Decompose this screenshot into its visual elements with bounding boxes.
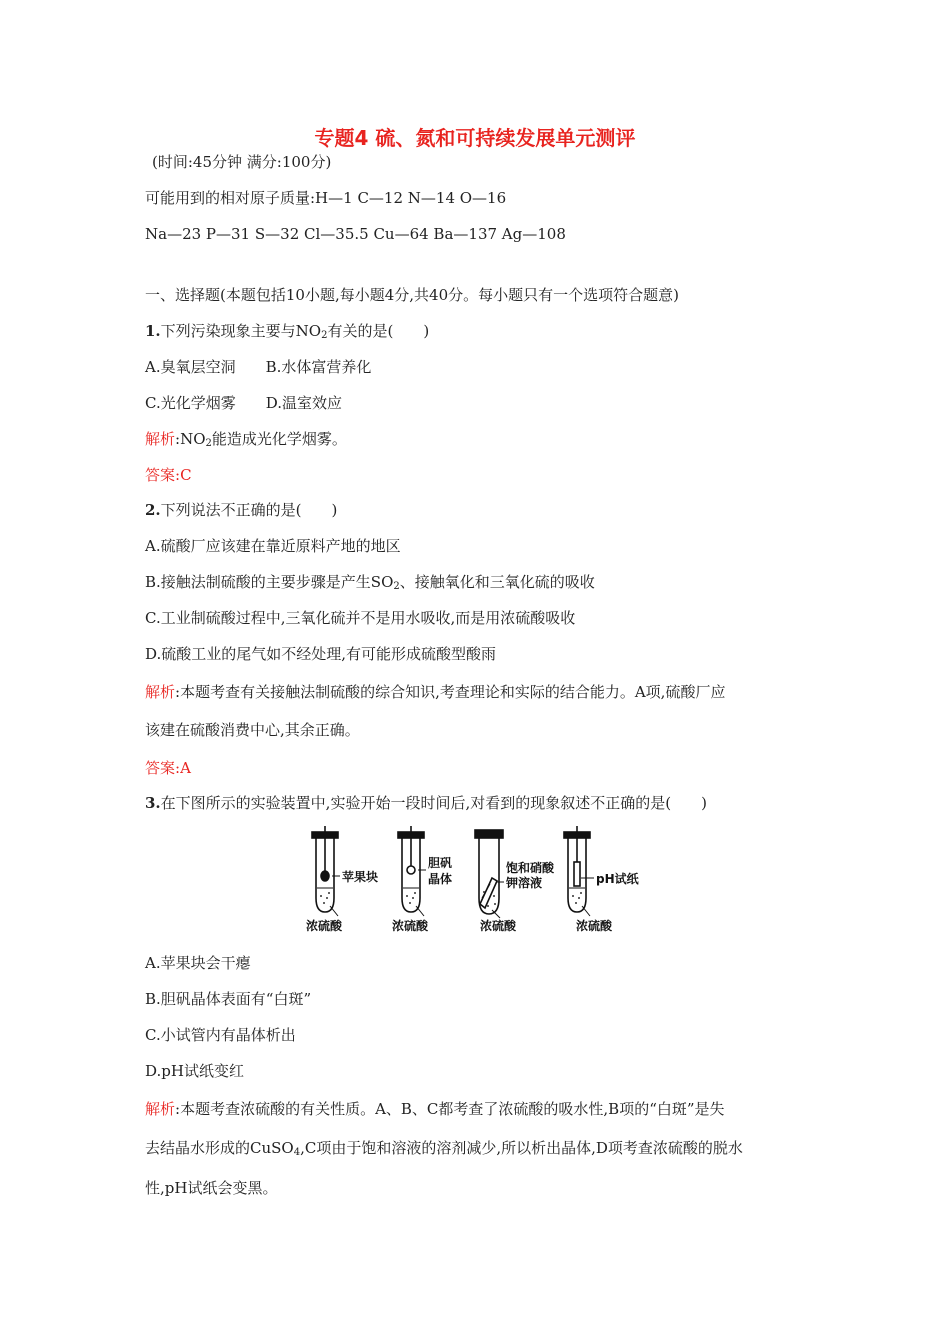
question-2-stem: 2.下列说法不正确的是( ): [145, 501, 338, 519]
question-1-stem: 1.下列污染现象主要与$NO_2$有关的是( ): [145, 322, 430, 341]
question-2-analysis-cont: 该建在硫酸消费中心,其余正确。: [145, 721, 360, 739]
page-title: 专题4 硫、氮和可持续发展单元测评: [314, 126, 636, 150]
tube-3-bottom-label: 浓硫酸: [480, 919, 517, 933]
test-tube-3: [475, 830, 504, 918]
experiment-apparatus-figure: [302, 826, 648, 934]
apparatus-diagram: [302, 826, 648, 934]
question-2-option-b: B.接触法制硫酸的主要步骤是产生$SO_2$、接触氧化和三氧化硫的吸收: [145, 573, 595, 592]
question-2-option-d: D.硫酸工业的尾气如不经处理,有可能形成硫酸型酸雨: [145, 645, 497, 663]
question-number: 1.: [145, 322, 161, 340]
atomic-mass-line-1: 可能用到的相对原子质量:H—1 C—12 N—14 O—16: [145, 189, 507, 207]
test-tube-1: [312, 826, 340, 916]
tube-1-label: 苹果块: [342, 870, 379, 884]
time-info: (时间:45分钟 满分:100分): [152, 153, 332, 171]
question-3-option-b: B.胆矾晶体表面有“白斑”: [145, 990, 312, 1008]
tube-4-label: pH试纸: [596, 872, 639, 886]
question-3-stem: 3.在下图所示的实验装置中,实验开始一段时间后,对看到的现象叙述不正确的是( ): [145, 794, 707, 812]
question-1-analysis: 解析$:NO_2$能造成光化学烟雾。: [145, 430, 347, 449]
question-2-option-c: C.工业制硫酸过程中,三氧化硫并不是用水吸收,而是用浓硫酸吸收: [145, 609, 576, 627]
tube-2-bottom-label: 浓硫酸: [392, 919, 429, 933]
answer-label: 答案: [145, 466, 176, 484]
question-2-option-a: A.硫酸厂应该建在靠近原料产地的地区: [145, 537, 401, 555]
atomic-mass-line-2: Na—23 P—31 S—32 Cl—35.5 Cu—64 Ba—137 Ag—108: [145, 225, 566, 243]
answer-label: 答案: [145, 759, 176, 777]
question-3-analysis-cont-2: 性,pH试纸会变黑。: [145, 1179, 278, 1197]
question-number: 3.: [145, 794, 161, 812]
question-3-analysis-cont-1: 去结晶水形成的CuSO$_4$,C项由于饱和溶液的溶剂减少,所以析出晶体,D项考查浓硫酸的脱水: [145, 1139, 743, 1158]
question-3-option-c: C.小试管内有晶体析出: [145, 1026, 296, 1044]
question-3-option-a: A.苹果块会干瘪: [145, 954, 251, 972]
question-3-option-d: D.pH试纸变红: [145, 1062, 244, 1080]
question-3-analysis: 解析:本题考查浓硫酸的有关性质。A、B、C都考查了浓硫酸的吸水性,B项的“白斑”是失: [145, 1100, 725, 1118]
question-1-options-row-2: C.光化学烟雾 D.温室效应: [145, 394, 342, 412]
question-1-options-row-1: A.臭氧层空洞 B.水体富营养化: [145, 358, 372, 376]
analysis-label: 解析: [145, 683, 176, 701]
analysis-label: 解析: [145, 430, 176, 448]
test-tube-4: [564, 826, 594, 916]
section-heading: 一、选择题(本题包括10小题,每小题4分,共40分。每小题只有一个选项符合题意): [145, 286, 679, 304]
tube-4-bottom-label: 浓硫酸: [576, 919, 613, 933]
tube-2-label-line-2: 晶体: [428, 872, 453, 886]
question-2-answer: 答案:A: [145, 759, 191, 777]
question-number: 2.: [145, 501, 161, 519]
tube-3-label-line-2: 钾溶液: [506, 876, 543, 890]
tube-3-label-line-1: 饱和硝酸: [506, 861, 555, 875]
tube-2-label-line-1: 胆矾: [428, 856, 453, 870]
question-2-analysis: 解析:本题考查有关接触法制硫酸的综合知识,考查理论和实际的结合能力。A项,硫酸厂应: [145, 683, 726, 701]
tube-1-bottom-label: 浓硫酸: [306, 919, 343, 933]
question-1-answer: 答案:C: [145, 466, 192, 484]
test-tube-2: [398, 826, 426, 916]
analysis-label: 解析: [145, 1100, 176, 1118]
